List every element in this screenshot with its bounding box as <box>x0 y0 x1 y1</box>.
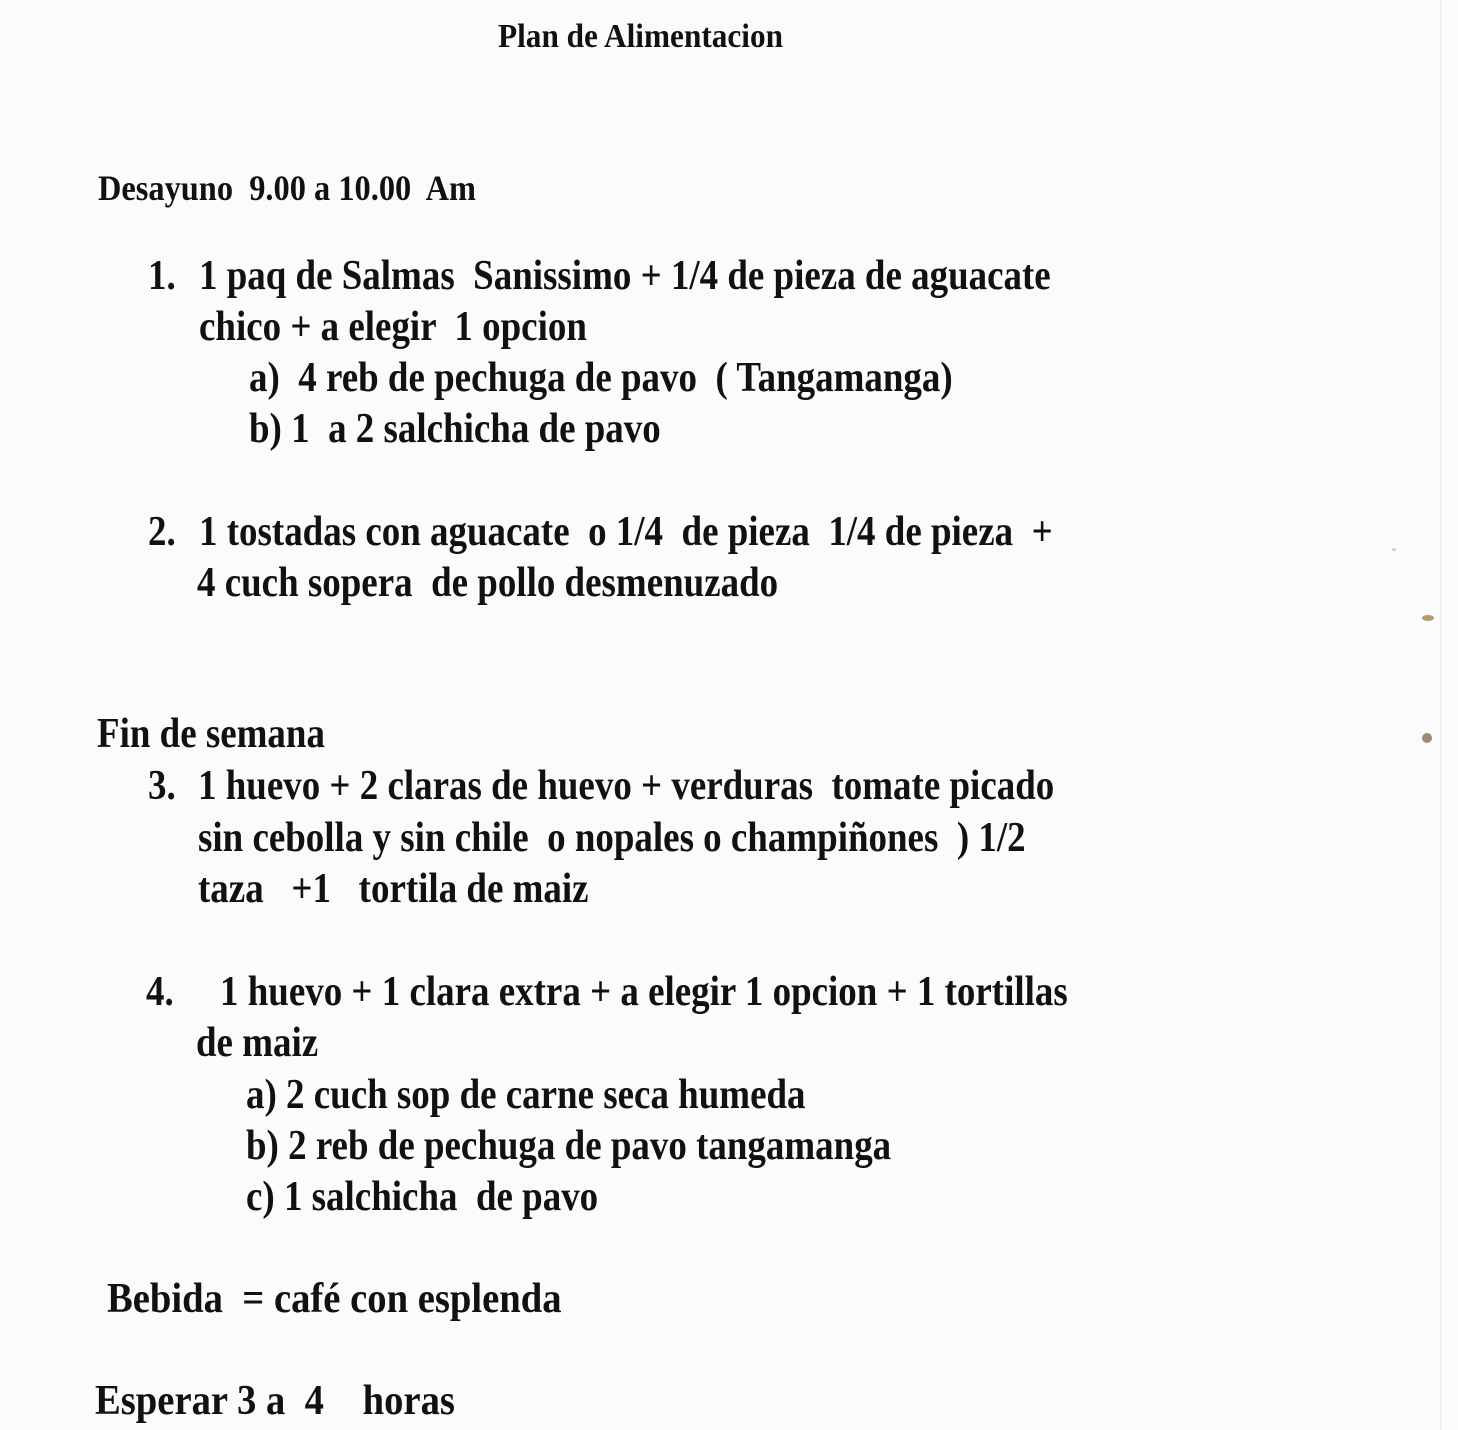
item-line: taza +1 tortila de maiz <box>198 866 589 912</box>
scan-edge <box>1440 0 1442 1430</box>
item-line: de maiz <box>196 1020 319 1066</box>
breakfast-heading: Desayuno 9.00 a 10.00 Am <box>98 168 477 208</box>
item-number: 3. <box>148 763 176 809</box>
item-number: 2. <box>148 509 176 555</box>
item-line: sin cebolla y sin chile o nopales o champiñones ) 1/2 <box>198 815 1026 861</box>
item-line: 1 huevo + 2 claras de huevo + verduras tomate picado <box>198 763 1055 809</box>
scan-speck <box>1422 615 1434 621</box>
page-title: Plan de Alimentacion <box>498 18 784 55</box>
item-line: 1 tostadas con aguacate o 1/4 de pieza 1/4 de pieza + <box>199 509 1053 555</box>
item-line: 1 huevo + 1 clara extra + a elegir 1 opcion + 1 tortillas <box>220 969 1068 1015</box>
item-number: 1. <box>148 253 176 299</box>
drink-note: Bebida = café con esplenda <box>107 1276 562 1322</box>
weekend-heading: Fin de semana <box>97 711 325 757</box>
item-line: 4 cuch sopera de pollo desmenuzado <box>197 560 779 606</box>
wait-note: Esperar 3 a 4 horas <box>95 1378 455 1424</box>
item-option: c) 1 salchicha de pavo <box>246 1174 599 1220</box>
item-option: a) 4 reb de pechuga de pavo ( Tangamanga) <box>249 355 953 401</box>
item-option: a) 2 cuch sop de carne seca humeda <box>246 1072 806 1118</box>
item-option: b) 2 reb de pechuga de pavo tangamanga <box>246 1123 892 1169</box>
item-number: 4. <box>146 969 174 1015</box>
item-line: 1 paq de Salmas Sanissimo + 1/4 de pieza de aguacate <box>199 253 1051 299</box>
scan-speck <box>1392 548 1396 551</box>
item-line: chico + a elegir 1 opcion <box>199 304 587 350</box>
scan-speck <box>1422 733 1432 743</box>
item-option: b) 1 a 2 salchicha de pavo <box>249 406 661 452</box>
